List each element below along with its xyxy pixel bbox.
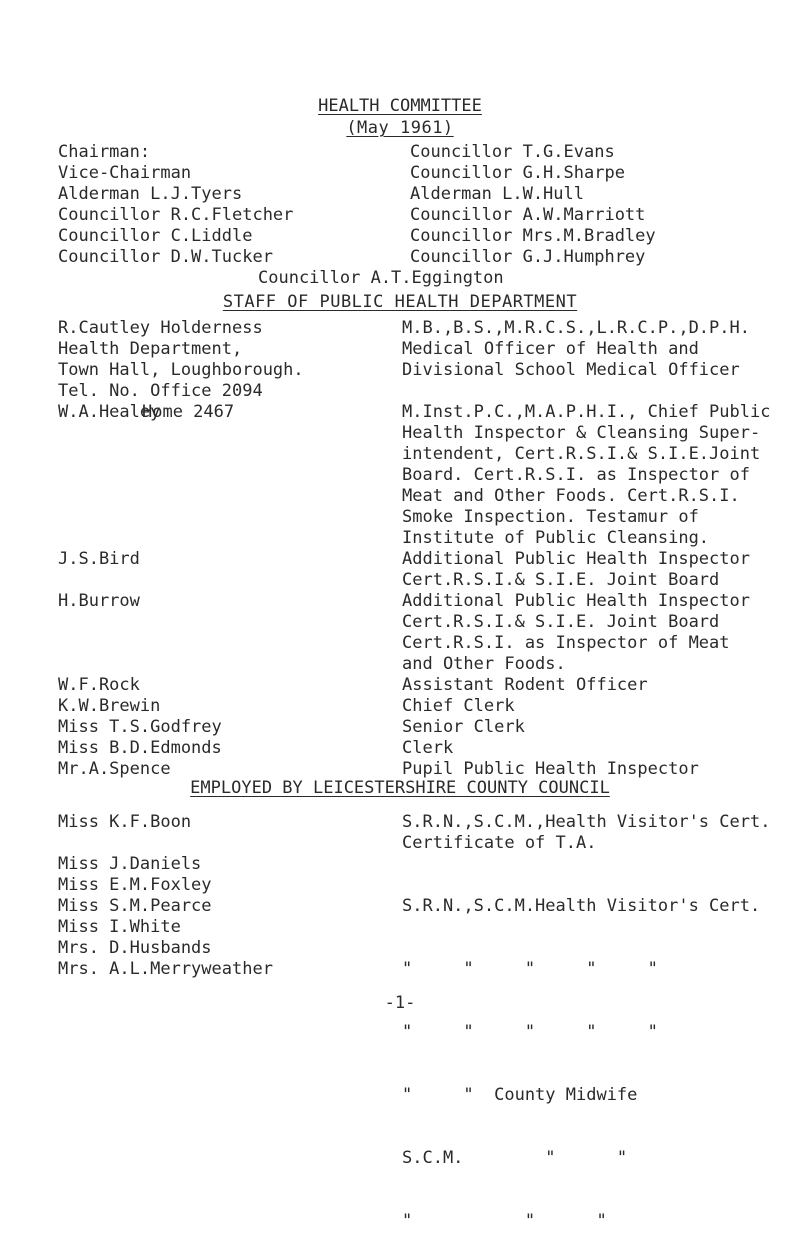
county-heading: EMPLOYED BY LEICESTERSHIRE COUNTY COUNCIL [190, 778, 610, 798]
desc-line: Health Inspector & Cleansing Super- [402, 423, 761, 443]
committee-member: Chairman: [58, 142, 151, 162]
committee-member: Councillor G.J.Humphrey [410, 247, 646, 267]
desc-line: and Other Foods. [402, 654, 566, 674]
address-line: Tel. No. Office 2094 [58, 381, 263, 401]
committee-member: Vice-Chairman [58, 163, 192, 183]
page-number: -1- [384, 993, 416, 1013]
desc-line: Cert.R.S.I.& S.I.E. Joint Board [402, 612, 720, 632]
committee-member: Councillor T.G.Evans [410, 142, 615, 162]
staff-name: Mr.A.Spence [58, 759, 171, 779]
county-staff-list [58, 854, 273, 980]
staff-name: W.F.Rock [58, 675, 140, 695]
desc-line: Certificate of T.A. [402, 833, 597, 853]
desc-line: Smoke Inspection. Testamur of [402, 507, 699, 527]
committee-right [410, 142, 656, 268]
committee-member: Councillor D.W.Tucker [58, 247, 273, 267]
staff-name: W.A.Healey [58, 402, 161, 422]
staff-name: Miss E.M.Foxley [58, 875, 212, 895]
staff-role: Clerk [402, 738, 454, 758]
staff-role: Pupil Public Health Inspector [402, 759, 699, 779]
committee-member: Councillor C.Liddle [58, 226, 253, 246]
staff-role: Senior Clerk [402, 717, 525, 737]
staff-name: Miss J.Daniels [58, 854, 202, 874]
committee-member: Councillor Mrs.M.Bradley [410, 226, 656, 246]
staff-name: Miss S.M.Pearce [58, 896, 212, 916]
page-date: (May 1961) [346, 118, 454, 138]
staff-name: J.S.Bird [58, 549, 140, 569]
desc-line: Additional Public Health Inspector [402, 549, 750, 569]
committee-member: Alderman L.W.Hull [410, 184, 584, 204]
desc-line: Institute of Public Cleansing. [402, 528, 710, 548]
desc-line: Meat and Other Foods. Cert.R.S.I. [402, 486, 740, 506]
desc-line: Board. Cert.R.S.I. as Inspector of [402, 465, 750, 485]
staff-desc-healey [402, 402, 770, 549]
county-staff-roles [402, 854, 760, 1253]
desc-line: intendent, Cert.R.S.I.& S.I.E.Joint [402, 444, 761, 464]
desc-line: Additional Public Health Inspector [402, 591, 750, 611]
staff-role: " " " " " [402, 1022, 658, 1042]
page-title: HEALTH COMMITTEE [318, 96, 482, 116]
staff-role: " " " " " [402, 959, 658, 979]
desc-line: Cert.R.S.I. as Inspector of Meat [402, 633, 730, 653]
committee-member: Councillor A.T.Eggington [258, 268, 504, 288]
desc-line: S.R.N.,S.C.M.,Health Visitor's Cert. [402, 812, 771, 832]
address-line: Town Hall, Loughborough. [58, 360, 304, 380]
staff-role: " " County Midwife [402, 1085, 638, 1105]
staff-name: Miss B.D.Edmonds [58, 738, 222, 758]
staff-role: Assistant Rodent Officer [402, 675, 648, 695]
staff-list [58, 675, 222, 780]
staff-name: Miss I.White [58, 917, 181, 937]
staff-desc-bird [402, 549, 750, 591]
committee-member: Alderman L.J.Tyers [58, 184, 243, 204]
staff-role: S.C.M. " " [402, 1148, 628, 1168]
staff-name: K.W.Brewin [58, 696, 161, 716]
committee-member: Councillor A.W.Marriott [410, 205, 646, 225]
staff-name: Mrs. D.Husbands [58, 938, 212, 958]
staff-desc-boon [402, 812, 770, 854]
qualification-line: M.B.,B.S.,M.R.C.S.,L.R.C.P.,D.P.H. [402, 318, 750, 338]
role-line: Divisional School Medical Officer [402, 360, 740, 380]
staff-name: Mrs. A.L.Merryweather [58, 959, 273, 979]
staff-heading: STAFF OF PUBLIC HEALTH DEPARTMENT [222, 292, 578, 312]
address-line: Home 2467 [142, 402, 235, 422]
staff-desc-burrow [402, 591, 750, 675]
staff-name: H.Burrow [58, 591, 140, 611]
staff-name: Miss K.F.Boon [58, 812, 192, 832]
desc-line: Cert.R.S.I.& S.I.E. Joint Board [402, 570, 720, 590]
staff-roles [402, 675, 699, 780]
staff-role: " " " [402, 1211, 607, 1231]
staff-role: S.R.N.,S.C.M.Health Visitor's Cert. [402, 896, 761, 916]
committee-left [58, 142, 293, 268]
desc-line: M.Inst.P.C.,M.A.P.H.I., Chief Public [402, 402, 771, 422]
staff-role: Chief Clerk [402, 696, 515, 716]
address-line: Health Department, [58, 339, 243, 359]
staff-desc-medical-officer [402, 318, 750, 381]
committee-member: Councillor G.H.Sharpe [410, 163, 625, 183]
role-line: Medical Officer of Health and [402, 339, 699, 359]
staff-name: R.Cautley Holderness [58, 318, 263, 338]
committee-member: Councillor R.C.Fletcher [58, 205, 294, 225]
staff-name: Miss T.S.Godfrey [58, 717, 222, 737]
